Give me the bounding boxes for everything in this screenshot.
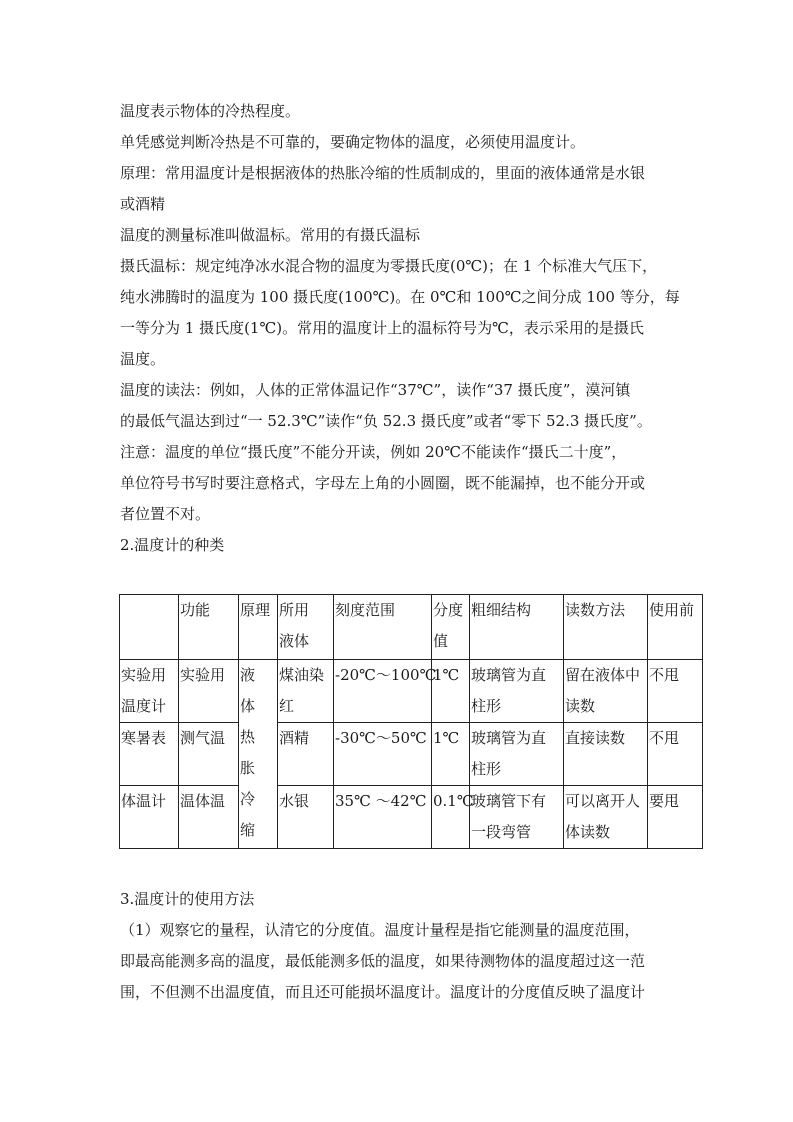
paragraph-principle	[120, 158, 690, 220]
cell-function	[179, 723, 239, 786]
text-line: 的最低气温达到过“一 52.3℃”读作“负 52.3 摄氏度”或者“零下 52.3 摄氏度”。	[120, 412, 652, 430]
cell-line: 值	[433, 632, 449, 650]
cell-line: 玻璃管为直	[471, 666, 547, 684]
cell-line: 不甩	[649, 729, 680, 747]
cell-division	[432, 723, 470, 786]
cell-range	[334, 660, 437, 723]
cell-line: 一段弯管	[471, 823, 532, 841]
cell-name	[120, 723, 179, 786]
cell-division	[432, 660, 470, 723]
cell-range	[334, 786, 432, 849]
cell-before-use	[648, 660, 703, 723]
text-line: 温度的读法：例如，人体的正常体温记作“37℃”，读作“37 摄氏度”，漠河镇	[120, 381, 631, 399]
text-line: 一等分为 1 摄氏度(1℃)。常用的温度计上的温标符号为℃，表示采用的是摄氏	[120, 319, 644, 337]
section-heading-usage	[120, 884, 690, 915]
cell-division	[432, 786, 474, 849]
cell-line: 可以离开人	[565, 792, 641, 810]
cell-line: 不甩	[649, 666, 680, 684]
cell-range	[334, 723, 432, 786]
text-line: 注意：温度的单位“摄氏度”不能分开读，例如 20℃不能读作“摄氏二十度”，	[120, 443, 627, 461]
cell-function	[179, 660, 239, 723]
cell-line: 温体温	[180, 792, 226, 810]
text-line: 2.温度计的种类	[120, 536, 225, 554]
cell-line: 1℃	[433, 666, 460, 684]
text-line: （1）观察它的量程，认清它的分度值。温度计量程是指它能测量的温度范围，	[120, 921, 640, 939]
paragraph-reading-temperature	[120, 375, 690, 437]
text-line: 即最高能测多高的温度，最低能测多低的温度，如果待测物体的温度超过这一范	[120, 952, 646, 970]
header-cell-empty	[120, 595, 179, 660]
text-line: 者位置不对。	[120, 505, 211, 523]
header-cell-liquid	[278, 595, 334, 660]
cell-name	[120, 660, 179, 723]
cell-line: 要甩	[649, 792, 680, 810]
cell-principle	[239, 660, 278, 849]
text-line: 纯水沸腾时的温度为 100 摄氏度(100℃)。在 0℃和 100℃之间分成 100 等分，每	[120, 288, 680, 306]
cell-liquid	[278, 786, 334, 849]
cell-before-use	[648, 723, 703, 786]
cell-name	[120, 786, 179, 849]
cell-line: 液体	[279, 632, 310, 650]
cell-liquid	[278, 660, 334, 723]
cell-line: 柱形	[471, 697, 502, 715]
paragraph-notice	[120, 437, 690, 530]
table-row	[120, 660, 703, 723]
section-heading-thermometer-types	[120, 530, 690, 561]
cell-line: 读数方法	[565, 601, 626, 619]
text-line: 围，不但测不出温度值，而且还可能损坏温度计。温度计的分度值反映了温度计	[120, 983, 646, 1001]
cell-line: 冷	[240, 790, 256, 808]
cell-line: 体读数	[565, 823, 611, 841]
cell-line: 胀	[240, 759, 256, 777]
table-row	[120, 723, 703, 786]
cell-structure	[470, 786, 564, 849]
cell-reading	[564, 786, 648, 849]
cell-line: 体	[240, 697, 256, 715]
header-cell-reading	[564, 595, 648, 660]
cell-line: 热	[240, 728, 256, 746]
cell-line: 直接读数	[565, 729, 626, 747]
cell-line: 寒暑表	[121, 729, 167, 747]
cell-line: 缩	[240, 821, 256, 839]
cell-line: 0.1℃	[433, 792, 474, 810]
cell-line: 1℃	[433, 729, 460, 747]
cell-line: 酒精	[279, 729, 310, 747]
paragraph-temperature-scale	[120, 220, 690, 251]
paragraph-temperature-definition	[120, 96, 690, 127]
cell-line: 读数	[565, 697, 596, 715]
cell-line: 使用前	[649, 601, 695, 619]
text-line: 摄氏温标：规定纯净冰水混合物的温度为零摄氏度(0℃)；在 1 个标准大气压下，	[120, 257, 658, 275]
text-line: 温度。	[120, 350, 166, 368]
header-cell-division	[432, 595, 470, 660]
paragraph-range-and-division	[120, 915, 690, 1008]
text-line: 温度表示物体的冷热程度。	[120, 102, 301, 120]
cell-line: 玻璃管下有	[471, 792, 547, 810]
cell-line: 功能	[180, 601, 211, 619]
table-row	[120, 786, 703, 849]
cell-line: 测气温	[180, 729, 226, 747]
cell-line: 柱形	[471, 760, 502, 778]
text-line: 单位符号书写时要注意格式，字母左上角的小圆圈，既不能漏掉，也不能分开或	[120, 474, 646, 492]
text-line: 温度的测量标准叫做温标。常用的有摄氏温标	[120, 226, 421, 244]
header-cell-before-use	[648, 595, 703, 660]
table-header-row	[120, 595, 703, 660]
header-cell-range	[334, 595, 432, 660]
paragraph-need-thermometer	[120, 127, 690, 158]
cell-reading	[564, 660, 648, 723]
cell-liquid	[278, 723, 334, 786]
paragraph-celsius-scale	[120, 251, 690, 375]
cell-function	[179, 786, 239, 849]
cell-line: 实验用	[180, 666, 226, 684]
cell-before-use	[648, 786, 703, 849]
header-cell-function	[179, 595, 239, 660]
cell-line: 所用	[279, 601, 310, 619]
cell-line: 分度	[433, 601, 464, 619]
cell-line: 煤油染	[279, 666, 325, 684]
cell-structure	[470, 723, 564, 786]
cell-line: 实验用	[121, 666, 167, 684]
cell-structure	[470, 660, 564, 723]
cell-line: 液	[240, 666, 256, 684]
header-cell-structure	[470, 595, 564, 660]
text-line: 或酒精	[120, 195, 166, 213]
text-line: 单凭感觉判断冷热是不可靠的，要确定物体的温度，必须使用温度计。	[120, 133, 586, 151]
cell-line: -30℃～50℃	[335, 729, 427, 747]
cell-line: 35℃ ～42℃	[335, 792, 427, 810]
cell-line: 红	[279, 697, 295, 715]
thermometer-types-table	[119, 594, 703, 849]
cell-line: 体温计	[121, 792, 167, 810]
cell-line: 刻度范围	[335, 601, 396, 619]
cell-line: 原理	[240, 601, 271, 619]
header-cell-principle	[239, 595, 278, 660]
text-line: 3.温度计的使用方法	[120, 890, 255, 908]
cell-line: 温度计	[121, 697, 167, 715]
cell-line: 玻璃管为直	[471, 729, 547, 747]
cell-line: -20℃～100℃	[335, 666, 437, 684]
cell-line: 水银	[279, 792, 310, 810]
text-line: 原理：常用温度计是根据液体的热胀冷缩的性质制成的，里面的液体通常是水银	[120, 164, 646, 182]
cell-reading	[564, 723, 648, 786]
cell-line: 粗细结构	[471, 601, 532, 619]
cell-line: 留在液体中	[565, 666, 641, 684]
cell-line	[121, 595, 178, 626]
